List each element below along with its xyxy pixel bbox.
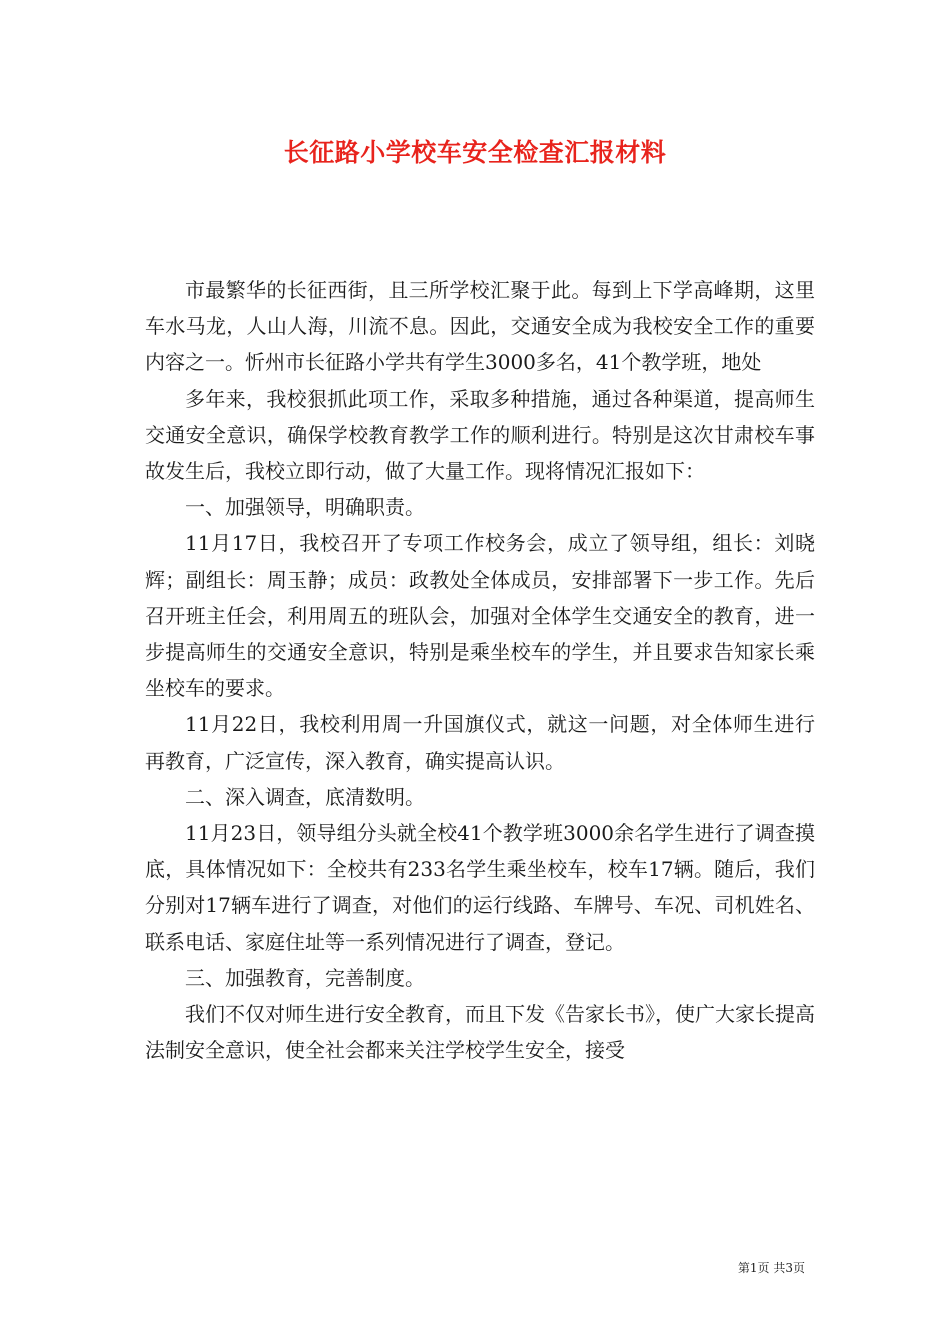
paragraph: 我们不仅对师生进行安全教育，而且下发《告家长书》，使广大家长提高法制安全意识，使全社会都来关注学校学生安全，接受 <box>145 1002 815 1063</box>
paragraph: 11月23日，领导组分头就全校41个教学班3000余名学生进行了调查摸底，具体情况如下：全校共有233名学生乘坐校车，校车17辆。随后，我们分别对17辆车进行了调查，对他们的运行线路、车牌号、车况、司机姓名、联系电话、家庭住址等一系列情况进行了调查，登记。 <box>145 821 815 954</box>
page-number: 第1页 共3页 <box>737 1261 805 1275</box>
paragraph: 11月22日，我校利用周一升国旗仪式，就这一问题，对全体师生进行再教育，广泛宣传，深入教育，确实提高认识。 <box>145 712 815 773</box>
document-title: 长征路小学校车安全检查汇报材料 <box>283 138 667 167</box>
section-heading: 一、加强领导，明确职责。 <box>185 495 425 520</box>
section-heading: 二、深入调查，底清数明。 <box>185 784 425 809</box>
section-heading: 三、加强教育，完善制度。 <box>185 965 425 990</box>
document-body <box>145 272 815 1068</box>
paragraph: 市最繁华的长征西街，且三所学校汇聚于此。每到上下学高峰期，这里车水马龙，人山人海，川流不息。因此，交通安全成为我校安全工作的重要内容之一。忻州市长征路小学共有学生3000多名，41个教学班，地处 <box>145 278 815 375</box>
paragraph: 多年来，我校狠抓此项工作，采取多种措施，通过各种渠道，提高师生交通安全意识，确保学校教育教学工作的顺利进行。特别是这次甘肃校车事故发生后，我校立即行动，做了大量工作。现将情况汇报如下： <box>145 386 815 484</box>
paragraph: 11月17日，我校召开了专项工作校务会，成立了领导组，组长：刘晓辉；副组长：周玉静；成员：政教处全体成员，安排部署下一步工作。先后召开班主任会，利用周五的班队会，加强对全体学生交通安全的教育，进一步提高师生的交通安全意识，特别是乘坐校车的学生，并且要求告知家长乘坐校车的要求。 <box>145 531 815 701</box>
